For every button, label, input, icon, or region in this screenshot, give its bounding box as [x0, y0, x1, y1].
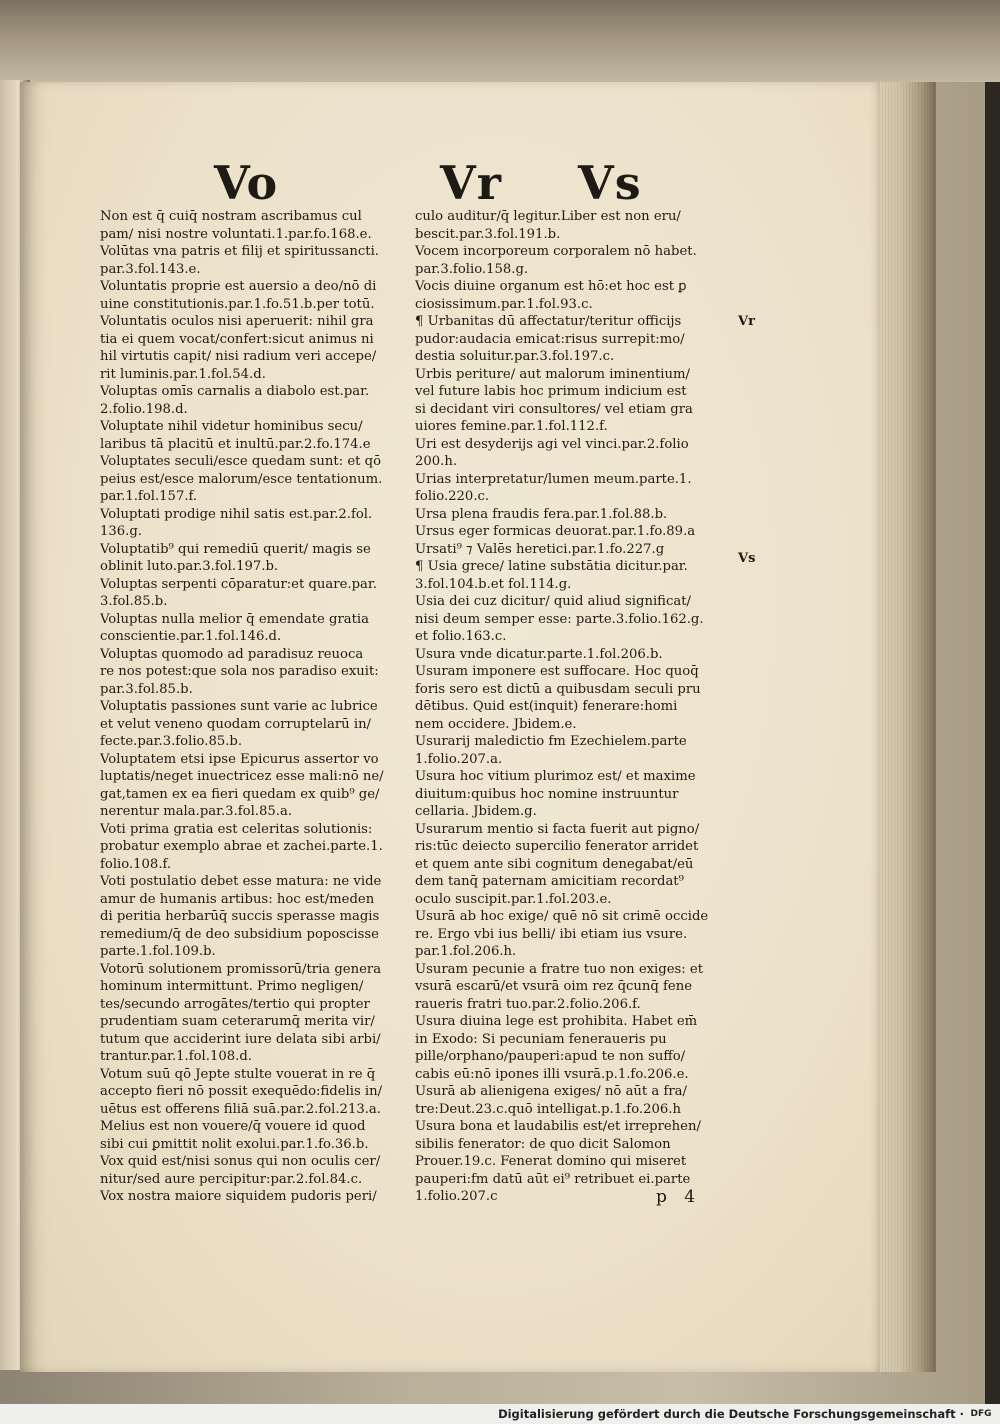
- text-line: Ursati⁹ ⁊ Valēs heretici.par.1.fo.227.g: [415, 541, 665, 557]
- text-line: et folio.163.c.: [415, 629, 507, 644]
- text-line: hil virtutis capit/ nisi radium veri accepe/: [100, 349, 377, 364]
- text-line: gat,tamen ex ea fieri quedam ex quib⁹ ge/: [100, 786, 380, 802]
- text-line: amur de humanis artibus: hoc est/meden: [100, 891, 375, 907]
- text-line: par.3.folio.158.g.: [415, 261, 529, 277]
- footer-credit: Digitalisierung gefördert durch die Deutsche Forschungsgemeinschaft ·: [498, 1407, 964, 1421]
- book-cover-top: [0, 0, 1000, 82]
- text-line: remedium/q̄ de deo subsidium poposcisse: [100, 926, 379, 942]
- text-line: conscientie.par.1.fol.146.d.: [100, 629, 282, 644]
- text-line: 136.g.: [100, 524, 142, 539]
- text-line: 1.folio.207.c: [415, 1189, 498, 1204]
- text-line: di peritia herbarūq̄ succis sperasse magis: [100, 909, 380, 924]
- text-line: in Exodo: Si pecuniam feneraueris pu: [415, 1031, 667, 1047]
- text-line: Ursus eger formicas deuorat.par.1.fo.89.a: [415, 524, 696, 539]
- text-line: raueris fratri tuo.par.2.folio.206.f.: [415, 996, 641, 1012]
- text-line: Ursa plena fraudis fera.par.1.fol.88.b.: [415, 506, 668, 522]
- text-line: Melius est non vouere/q̄ vouere id quod: [100, 1119, 366, 1134]
- text-line: vsurā escarū/et vsurā oim rez q̄cunq̄ fene: [415, 979, 693, 994]
- text-line: Usuram pecunie a fratre tuo non exiges: et: [415, 961, 704, 977]
- text-line: accepto fieri nō possit exequēdo:fidelis in/: [100, 1084, 383, 1099]
- text-line: Vox quid est/nisi sonus qui non oculis cer/: [100, 1154, 381, 1169]
- text-line: tes/secundo arrogātes/tertio qui propter: [100, 996, 370, 1012]
- text-line: luptatis/neget inuectricez esse mali:nō ne/: [100, 769, 384, 784]
- text-line: parte.1.fol.109.b.: [100, 944, 216, 959]
- text-line: Votum suū qō Jepte stulte vouerat in re q̄: [100, 1066, 376, 1082]
- text-line: destia soluitur.par.3.fol.197.c.: [415, 349, 615, 364]
- text-line: 200.h.: [415, 454, 458, 469]
- text-line: Volūtas vna patris et filij et spiritussancti.: [100, 244, 379, 259]
- text-line: vel future labis hoc primum indicium est: [415, 384, 687, 399]
- text-line: Voti postulatio debet esse matura: ne vide: [100, 874, 382, 889]
- text-line: cellaria. Jbidem.g.: [415, 804, 537, 819]
- dfg-logo: DFG: [970, 1409, 992, 1419]
- text-line: probatur exemplo abrae et zachei.parte.1.: [100, 839, 383, 854]
- text-line: Usuram imponere est suffocare. Hoc quoq̄: [415, 664, 699, 679]
- text-line: Voluptas nulla melior q̄ emendate gratia: [100, 611, 370, 627]
- text-line: nem occidere. Jbidem.e.: [415, 716, 577, 732]
- text-line: ¶ Urbanitas dū affectatur/teritur officijs: [415, 314, 682, 329]
- left-column: [100, 208, 405, 1206]
- margin-headword-ur: Vr: [738, 314, 755, 329]
- text-line: fecte.par.3.folio.85.b.: [100, 734, 243, 749]
- text-line: uiores femine.par.1.fol.112.f.: [415, 419, 608, 434]
- text-line: tia ei quem vocat/confert:sicut animus ni: [100, 331, 374, 347]
- text-line: Urbis periture/ aut malorum iminentium/: [415, 366, 690, 382]
- text-line: Usurarum mentio si facta fuerit aut pigno/: [415, 821, 700, 837]
- headword-vo: Vo: [214, 156, 279, 210]
- text-line: rit luminis.par.1.fol.54.d.: [100, 366, 266, 382]
- headword-vs: Vs: [578, 156, 642, 210]
- text-line: Voluptas omīs carnalis a diabolo est.par.: [100, 384, 370, 399]
- running-headwords: [0, 155, 1000, 215]
- text-line: 2.folio.198.d.: [100, 401, 188, 417]
- text-line: Usurā ab hoc exige/ quē nō sit crimē occide: [415, 909, 709, 924]
- text-line: dētibus. Quid est(inquit) fenerare:homi: [415, 699, 678, 714]
- margin-headword-us: Vs: [738, 551, 756, 566]
- text-line: Vocis diuine organum est hō:et hoc est ꝑ: [415, 279, 687, 294]
- text-line: Usura vnde dicatur.parte.1.fol.206.b.: [415, 646, 663, 662]
- text-line: pudor:audacia emicat:risus surrepit:mo/: [415, 331, 685, 347]
- text-line: Voluptas serpenti cōparatur:et quare.par.: [100, 576, 377, 592]
- text-line: Uri est desyderijs agi vel vinci.par.2.folio: [415, 436, 689, 452]
- signature-mark: p 4: [656, 1187, 702, 1207]
- text-line: culo auditur/q̄ legitur.Liber est non eru/: [415, 209, 681, 224]
- text-line: pauperi:fm datū aūt ei⁹ retribuet ei.parte: [415, 1171, 691, 1187]
- text-line: diuitum:quibus hoc nomine instruuntur: [415, 786, 679, 802]
- text-line: ciosissimum.par.1.fol.93.c.: [415, 296, 593, 312]
- text-line: par.1.fol.206.h.: [415, 944, 517, 959]
- text-line: 3.fol.85.b.: [100, 594, 168, 609]
- text-line: Prouer.19.c. Fenerat domino qui miseret: [415, 1154, 687, 1169]
- text-line: Voluptatem etsi ipse Epicurus assertor vo: [100, 751, 379, 767]
- right-column: [415, 208, 733, 1206]
- text-line: Voti prima gratia est celeritas solutionis:: [100, 821, 373, 837]
- text-line: trantur.par.1.fol.108.d.: [100, 1049, 252, 1064]
- text-line: folio.220.c.: [415, 489, 490, 504]
- text-line: oblinit luto.par.3.fol.197.b.: [100, 559, 279, 574]
- text-line: Voluptates seculi/esce quedam sunt: et qō: [100, 454, 382, 469]
- text-line: tutum que acciderint iure delata sibi arbi/: [100, 1031, 381, 1047]
- text-line: Urias interpretatur/lumen meum.parte.1.: [415, 471, 692, 487]
- text-line: Voluptas quomodo ad paradisuz reuoca: [100, 646, 364, 662]
- text-line: Voluntatis proprie est auersio a deo/nō di: [100, 279, 377, 294]
- text-line: Non est q̄ cuiq̄ nostram ascribamus cul: [100, 209, 362, 224]
- text-line: et velut veneno quodam corruptelarū in/: [100, 716, 372, 732]
- headword-vr: Vr: [440, 156, 502, 210]
- text-line: par.1.fol.157.f.: [100, 489, 198, 504]
- text-line: uine constitutionis.par.1.fo.51.b.per totū.: [100, 296, 375, 312]
- text-line: laribus tā placitū et inultū.par.2.fo.174.e: [100, 436, 371, 452]
- text-line: Voluptatib⁹ qui remediū querit/ magis se: [100, 541, 371, 557]
- text-line: Usurarij maledictio fm Ezechielem.parte: [415, 734, 687, 749]
- text-line: nerentur mala.par.3.fol.85.a.: [100, 804, 293, 819]
- text-line: bescit.par.3.fol.191.b.: [415, 226, 561, 242]
- text-line: si decidant viri consultores/ vel etiam gra: [415, 401, 693, 417]
- text-line: Vocem incorporeum corporalem nō habet.: [415, 244, 697, 259]
- text-line: folio.108.f.: [100, 856, 172, 872]
- text-line: oculo suscipit.par.1.fol.203.e.: [415, 891, 612, 907]
- text-line: Voluptati prodige nihil satis est.par.2.fol.: [100, 506, 373, 522]
- text-line: re nos potest:que sola nos paradiso exuit:: [100, 664, 379, 679]
- text-line: foris sero est dictū a quibusdam seculi pru: [415, 681, 701, 697]
- text-line: Usia dei cuz dicitur/ quid aliud significat/: [415, 594, 691, 609]
- text-line: Voluptate nihil videtur hominibus secu/: [100, 419, 363, 434]
- text-line: par.3.fol.143.e.: [100, 261, 201, 277]
- text-line: par.3.fol.85.b.: [100, 681, 193, 697]
- text-line: Usurā ab alienigena exiges/ nō aūt a fra/: [415, 1084, 687, 1099]
- text-line: Usura hoc vitium plurimoz est/ et maxime: [415, 769, 696, 784]
- text-line: sibi cui ꝑmittit nolit exolui.par.1.fo.36.b.: [100, 1136, 369, 1152]
- text-line: hominum intermittunt. Primo negligen/: [100, 979, 364, 994]
- text-line: re. Ergo vbi ius belli/ ibi etiam ius vsure.: [415, 926, 688, 942]
- text-line: Usura bona et laudabilis est/et irreprehen/: [415, 1119, 701, 1134]
- footer-bar: [0, 1404, 1000, 1424]
- text-line: Voluntatis oculos nisi aperuerit: nihil gra: [100, 314, 374, 329]
- text-line: ris:tūc deiecto supercilio fenerator arridet: [415, 839, 699, 854]
- text-line: dem tanq̄ paternam amicitiam recordat⁹: [415, 874, 684, 889]
- text-line: pille/orphano/pauperi:apud te non suffo/: [415, 1049, 686, 1064]
- text-line: sibilis fenerator: de quo dicit Salomon: [415, 1136, 671, 1152]
- text-line: 3.fol.104.b.et fol.114.g.: [415, 576, 572, 592]
- page-block-edge: [876, 82, 936, 1372]
- text-line: pam/ nisi nostre voluntati.1.par.fo.168.e.: [100, 226, 372, 242]
- text-line: et quem ante sibi cognitum denegabat/eū: [415, 856, 694, 872]
- text-line: tre:Deut.23.c.quō intelligat.p.1.fo.206.h: [415, 1101, 681, 1117]
- text-line: Votorū solutionem promissorū/tria genera: [100, 961, 382, 977]
- text-line: nitur/sed aure percipitur:par.2.fol.84.c.: [100, 1171, 363, 1187]
- text-line: Vox nostra maiore siquidem pudoris peri/: [100, 1189, 377, 1204]
- text-line: Voluptatis passiones sunt varie ac lubrice: [100, 699, 378, 714]
- text-line: cabis eū:nō ipones illi vsurā.p.1.fo.206.e.: [415, 1066, 689, 1082]
- text-line: uētus est offerens filiā suā.par.2.fol.213.a.: [100, 1101, 381, 1117]
- text-line: Usura diuina lege est prohibita. Habet em̄: [415, 1014, 698, 1029]
- text-line: prudentiam suam ceterarumq̄ merita vir/: [100, 1014, 375, 1029]
- text-line: nisi deum semper esse: parte.3.folio.162.g.: [415, 611, 704, 627]
- text-line: peius est/esce malorum/esce tentationum.: [100, 471, 383, 487]
- text-line: 1.folio.207.a.: [415, 751, 503, 767]
- text-line: ¶ Usia grece/ latine substātia dicitur.par.: [415, 559, 688, 574]
